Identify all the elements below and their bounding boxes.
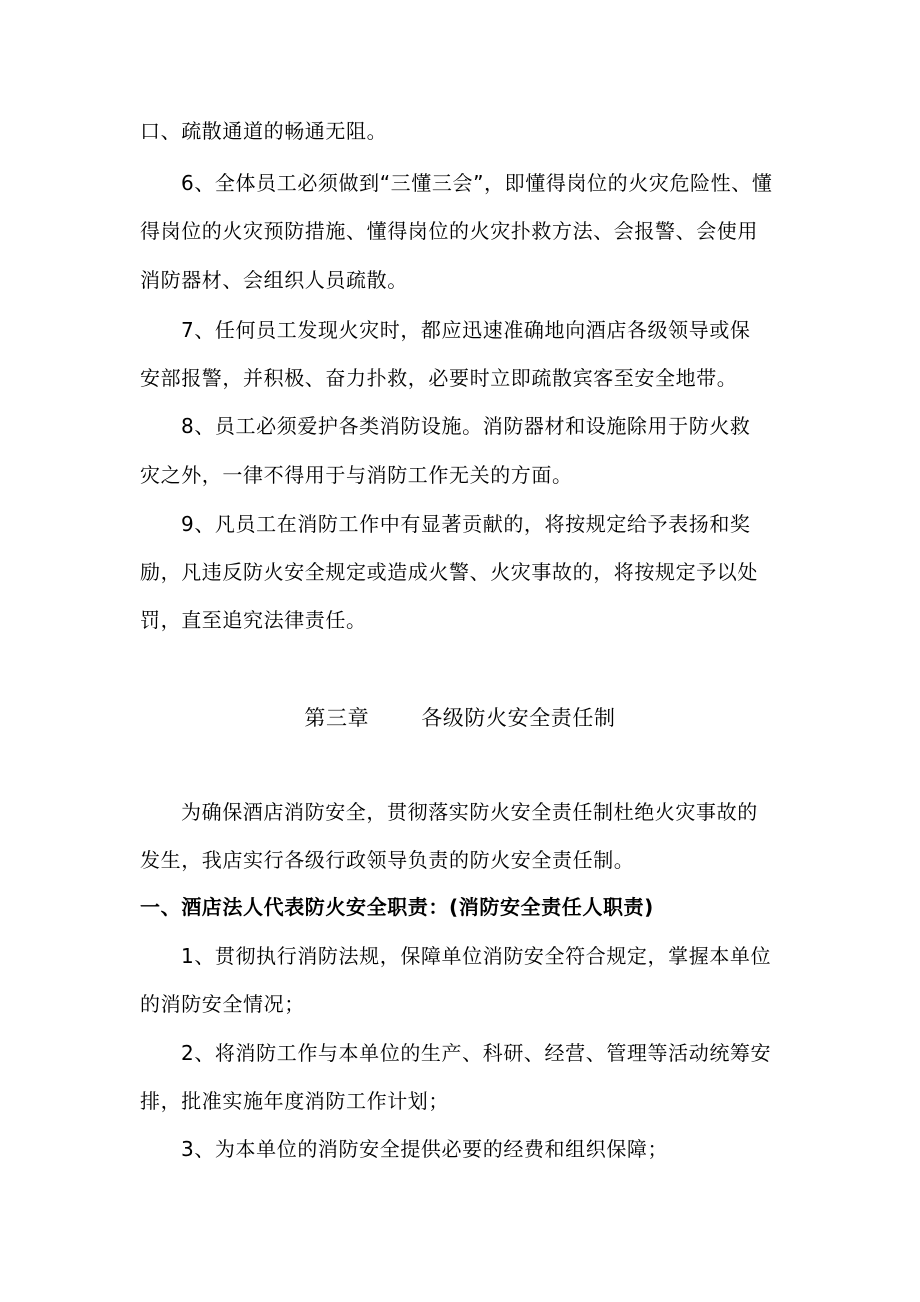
section-heading: 一、酒店法人代表防火安全职责：(消防安全责任人职责): [140, 895, 654, 919]
text-line: 得岗位的火灾预防措施、懂得岗位的火灾扑救方法、会报警、会使用: [140, 219, 758, 243]
text-line: 发生，我店实行各级行政领导负责的防火安全责任制。: [140, 848, 635, 872]
text-line: 为确保酒店消防安全，贯彻落实防火安全责任制杜绝火灾事故的: [181, 800, 758, 824]
chapter-number: 第三章: [304, 706, 370, 730]
text-line: 消防器材、会组织人员疏散。: [140, 268, 408, 292]
chapter-title: 各级防火安全责任制: [421, 706, 616, 730]
text-line: 7、任何员工发现火灾时，都应迅速准确地向酒店各级领导或保: [181, 318, 751, 342]
text-line: 排，批准实施年度消防工作计划；: [140, 1089, 449, 1113]
chapter-heading: [0, 703, 920, 733]
text-line: 罚，直至追究法律责任。: [140, 608, 367, 632]
text-line: 安部报警，并积极、奋力扑救，必要时立即疏散宾客至安全地带。: [140, 366, 738, 390]
text-line: 的消防安全情况；: [140, 992, 305, 1016]
text-line: 1、贯彻执行消防法规，保障单位消防安全符合规定，掌握本单位: [181, 944, 772, 968]
text-line: 6、全体员工必须做到“三懂三会”，即懂得岗位的火灾危险性、懂: [181, 171, 773, 195]
text-line: 3、为本单位的消防安全提供必要的经费和组织保障；: [181, 1137, 669, 1161]
text-line: 口、疏散通道的畅通无阻。: [140, 119, 388, 143]
text-line: 灾之外，一律不得用于与消防工作无关的方面。: [140, 463, 573, 487]
text-line: 8、员工必须爱护各类消防设施。消防器材和设施除用于防火救: [181, 414, 751, 438]
text-line: 励，凡违反防火安全规定或造成火警、火灾事故的，将按规定予以处: [140, 560, 758, 584]
text-line: 9、凡员工在消防工作中有显著贡献的，将按规定给予表扬和奖: [181, 512, 751, 536]
text-line: 2、将消防工作与本单位的生产、科研、经营、管理等活动统筹安: [181, 1041, 772, 1065]
